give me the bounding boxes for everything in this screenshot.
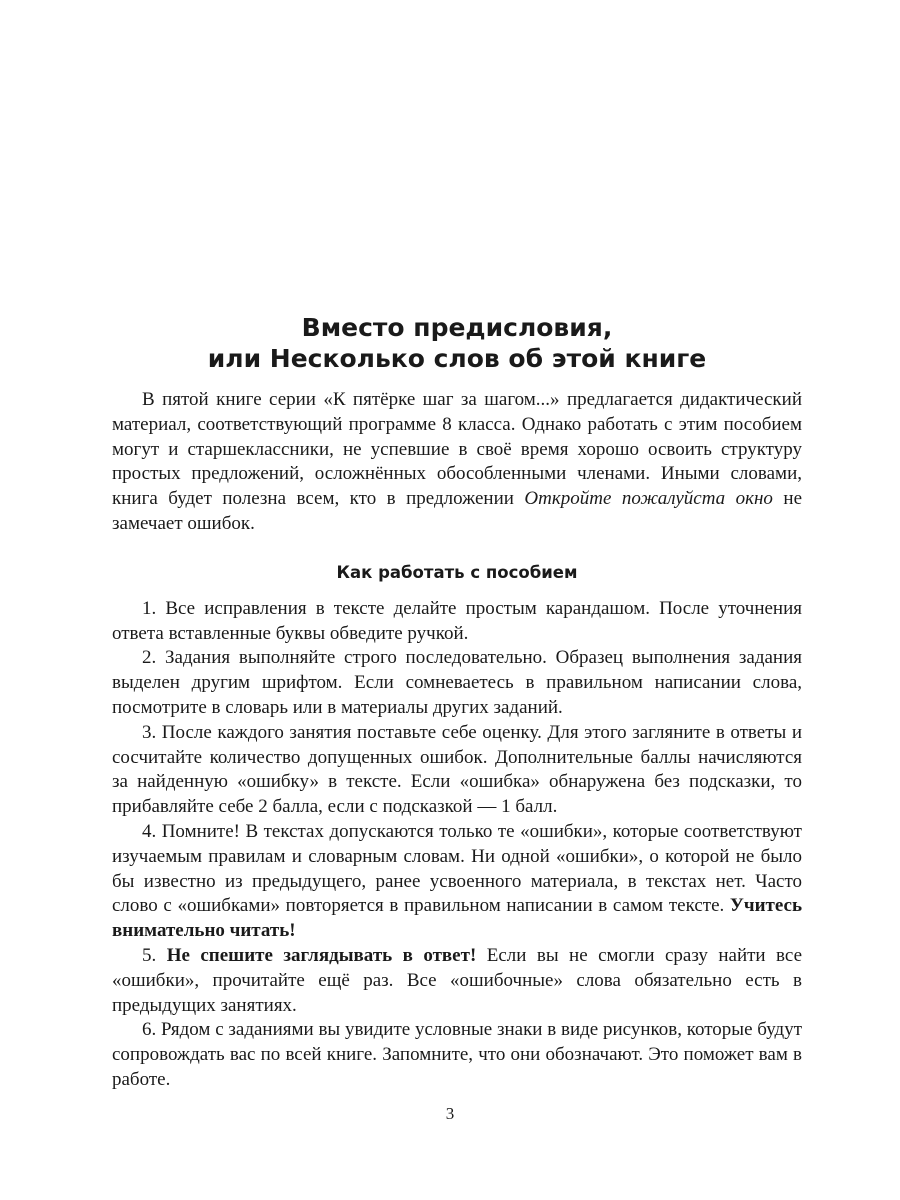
item-5-bold: Не спешите заглядывать в ответ! xyxy=(166,944,477,966)
instruction-item-2: 2. Задания выполняйте строго последовательно. Образец выполнения задания выделен другим шрифтом. Если сомневаетесь в правильном написании слова, посмотрите в словарь или в материалы других заданий. xyxy=(112,647,802,718)
item-5-text: Если вы не смогли сразу найти все «ошибки», прочитайте ещё раз. Все «ошибочные» слова обязательно есть в предыдущих занятиях. xyxy=(112,944,803,1016)
page-number: 3 xyxy=(445,1104,455,1123)
title-line-1: Вместо предисловия, xyxy=(301,313,613,342)
instruction-item-6: 6. Рядом с заданиями вы увидите условные знаки в виде рисунков, которые будут сопровождать вас по всей книге. Запомните, что они обозначают. Это поможет вам в работе. xyxy=(112,1019,802,1090)
instruction-item-3: 3. После каждого занятия поставьте себе оценку. Для этого загляните в ответы и сосчитайте количество допущенных ошибок. Дополнительные баллы начисляются за найденную «ошибку» в тексте. Если «ошибка» обнаружена без подсказки, то прибавляйте себе 2 балла, если с подсказкой — 1 балл. xyxy=(112,721,802,818)
title-line-2: или Несколько слов об этой книге xyxy=(207,344,707,373)
intro-example-italic: Откройте пожалуйста окно xyxy=(524,488,773,510)
instruction-item-1: 1. Все исправления в тексте делайте простым карандашом. После уточнения ответа вставленные буквы обведите ручкой. xyxy=(112,597,802,644)
item-4-bold: Учитесь внимательно читать! xyxy=(112,895,802,942)
intro-text-a: В пятой книге серии «К пятёрке шаг за шагом...» предлагается дидактический материал, соответствующий программе 8 класса. Однако работать с этим пособием могут и старшеклассники, не успевшие в своё время хорошо освоить структуру простых предложений, осложнённых обособленными членами. Иными словами, книга будет полезна всем, кто в предложении xyxy=(112,389,802,510)
intro-paragraph xyxy=(112,388,802,537)
intro-text-b: не замечает ошибок. xyxy=(112,488,802,534)
item-4-text: 4. Помните! В текстах допускаются только те «ошибки», которые соответствуют изучаемым правилам и словарным словам. Ни одной «ошибки», о которой не было бы известно из предыдущего, ранее усвоенного материала, в текстах нет. Часто слово с «ошибками» повторяется в правильном написании в самом тексте. xyxy=(112,820,802,917)
item-5-number: 5. xyxy=(142,944,167,966)
page-title xyxy=(112,312,802,374)
instruction-item-5 xyxy=(112,944,802,1018)
instruction-item-4 xyxy=(112,820,802,944)
section-subheading: Как работать с пособием xyxy=(336,562,578,582)
